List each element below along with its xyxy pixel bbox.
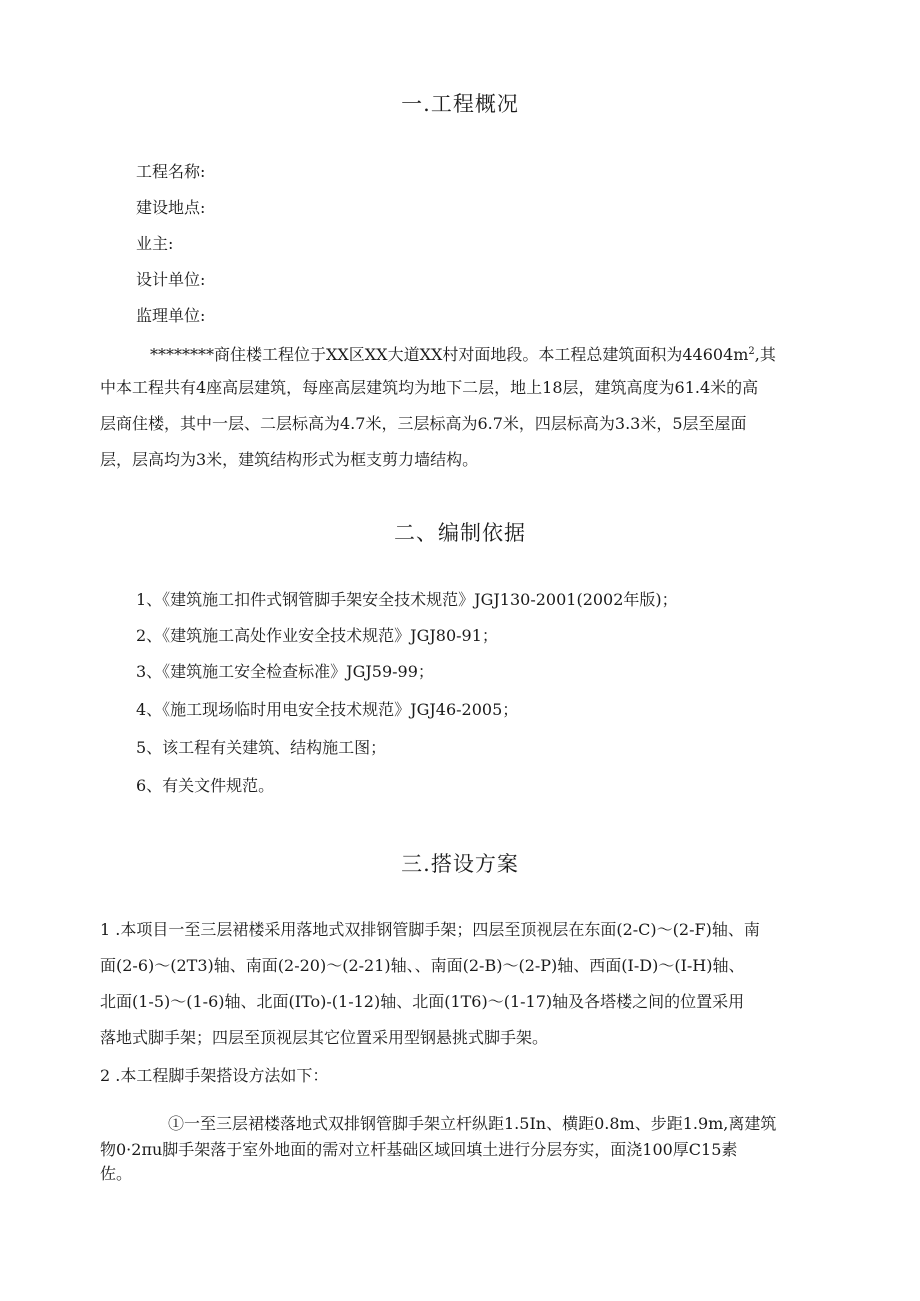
section-1-title: 一.工程概况 [401, 92, 519, 116]
basis-item-6: 6、有关文件规范。 [136, 776, 275, 795]
scheme-paragraph-1-line-1: 1 .本项目一至三层裙楼采用落地式双排钢管脚手架；四层至顶视层在东面(2-C)～(2-F)轴、南 [100, 920, 760, 939]
field-design-unit: 设计单位: [136, 270, 206, 289]
overview-paragraph-line-3: 层商住楼，其中一层、二层标高为4.7米，三层标高为6.7米，四层标高为3.3米，5层至屋面 [100, 414, 747, 433]
section-2-title: 二、编制依据 [394, 521, 526, 545]
basis-item-1: 1、《建筑施工扣件式钢管脚手架安全技术规范》JGJ130-2001(2002年版)； [136, 590, 678, 609]
scheme-paragraph-1-line-3: 北面(1-5)～(1-6)轴、北面(ITo)-(1-12)轴、北面(1T6)～(1-17)轴及各塔楼之间的位置采用 [100, 992, 745, 1011]
overview-paragraph-line-1 [150, 342, 776, 365]
basis-item-5: 5、该工程有关建筑、结构施工图； [136, 738, 387, 757]
field-project-name: 工程名称: [136, 162, 206, 181]
scheme-paragraph-1-line-2: 面(2-6)～(2T3)轴、南面(2-20)～(2-21)轴、、南面(2-B)～(2-P)轴、西面(I-D)～(I-H)轴、 [100, 956, 745, 975]
basis-item-3: 3、《建筑施工安全检查标准》JGJ59-99； [136, 662, 434, 681]
overview-paragraph-line-4: 层，层高均为3米，建筑结构形式为框支剪力墙结构。 [100, 450, 479, 469]
overview-line-1-tail: ,其 [754, 345, 776, 364]
scheme-paragraph-3-line-2: 物0·2πu脚手架落于室外地面的需对立杆基础区域回填土进行分层夯实，面浇100厚C15素 [100, 1140, 738, 1159]
overview-line-1-text: ********商住楼工程位于XX区XX大道XX村对面地段。本工程总建筑面积为44604m [150, 345, 749, 364]
field-construction-site: 建设地点: [136, 198, 206, 217]
scheme-paragraph-2: 2 .本工程脚手架搭设方法如下： [100, 1066, 329, 1085]
basis-item-4: 4、《施工现场临时用电安全技术规范》JGJ46-2005； [136, 700, 519, 719]
overview-superscript: 2 [748, 346, 755, 357]
section-3-title: 三.搭设方案 [401, 852, 519, 876]
field-owner: 业主: [136, 234, 174, 253]
scheme-paragraph-1-line-4: 落地式脚手架；四层至顶视层其它位置采用型钢悬挑式脚手架。 [100, 1028, 549, 1047]
basis-item-2: 2、《建筑施工高处作业安全技术规范》JGJ80-91； [136, 626, 498, 645]
scheme-paragraph-3-line-1: ①一至三层裙楼落地式双排钢管脚手架立杆纵距1.5In、横距0.8m、步距1.9m,离建筑 [168, 1114, 777, 1133]
scheme-paragraph-3-line-3: 佐。 [100, 1164, 133, 1183]
overview-paragraph-line-2: 中本工程共有4座高层建筑，每座高层建筑均为地下二层，地上18层，建筑高度为61.4米的高 [100, 378, 759, 397]
field-supervision-unit: 监理单位: [136, 306, 206, 325]
